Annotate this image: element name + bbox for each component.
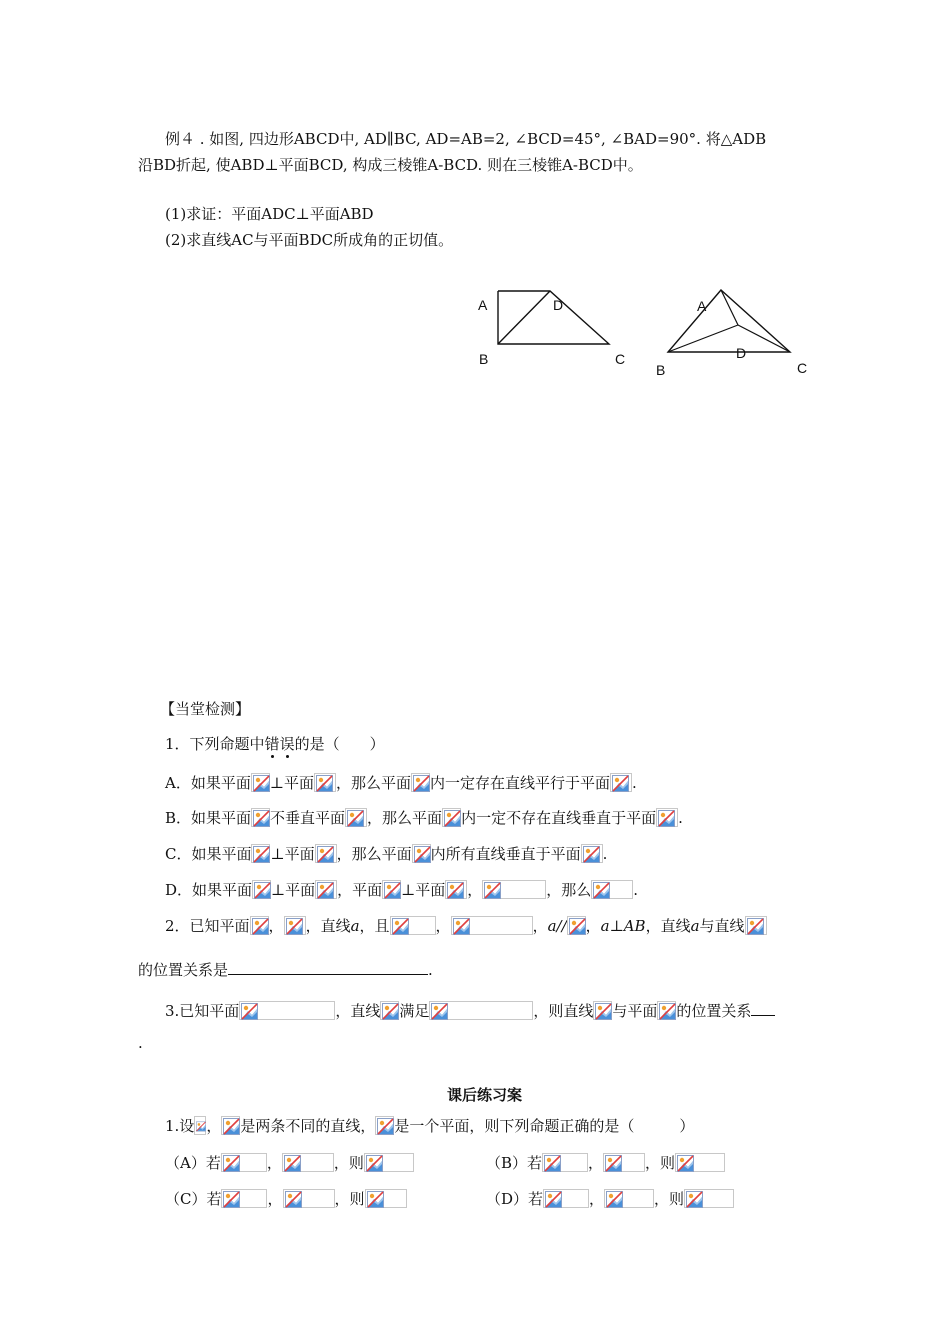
example-line-2: 沿BD折起, 使ABD⊥平面BCD, 构成三棱锥A-BCD. 则在三棱锥A-BCD中。	[138, 156, 643, 174]
formula-image-icon	[284, 916, 306, 935]
homework-question-1: 1.设 ， 是两条不同的直线， 是一个平面，则下列命题正确的是（ ）	[165, 1117, 695, 1135]
formula-image-icon	[315, 880, 337, 899]
formula-image-icon	[429, 1001, 533, 1020]
formula-image-icon	[251, 773, 270, 792]
figure2-label-d: D	[736, 345, 747, 361]
figure1-label-d: D	[553, 297, 564, 313]
formula-image-icon	[364, 1153, 414, 1172]
check-question-3-end: .	[138, 1034, 143, 1052]
figure2-label-b: B	[656, 362, 666, 378]
formula-image-icon	[252, 880, 271, 899]
formula-image-icon	[411, 773, 430, 792]
formula-image-icon	[390, 916, 436, 935]
formula-image-icon	[382, 880, 401, 899]
formula-image-icon	[451, 916, 533, 935]
formula-image-icon	[250, 916, 269, 935]
formula-image-icon	[251, 844, 270, 863]
formula-image-icon	[567, 916, 586, 935]
homework-option-a: （A）若 ， ，则	[165, 1152, 414, 1173]
example-question-1: (1)求证：平面ADC⊥平面ABD	[165, 205, 374, 223]
formula-image-icon	[282, 1153, 334, 1172]
formula-image-icon	[482, 880, 546, 899]
check-question-3: 3.已知平面 ，直线 满足 ，则直线 与平面 的位置关系	[165, 1000, 775, 1021]
formula-image-icon	[591, 880, 633, 899]
formula-image-icon	[239, 1001, 335, 1020]
formula-image-icon	[656, 808, 678, 827]
formula-image-icon	[314, 773, 336, 792]
formula-image-icon	[543, 1189, 589, 1208]
formula-image-icon	[657, 1001, 676, 1020]
formula-image-icon	[251, 808, 270, 827]
formula-image-icon	[194, 1116, 206, 1135]
formula-image-icon	[442, 808, 461, 827]
example-line-1: 例４ . 如图, 四边形ABCD中, AD∥BC, AD=AB=2, ∠BCD=45°, ∠BAD=90°. 将△ADB	[165, 130, 767, 148]
formula-image-icon	[745, 916, 767, 935]
section-check-title: 【当堂检测】	[160, 700, 251, 718]
formula-image-icon	[380, 1001, 399, 1020]
check-question-1: 1．下列命题中错误的是（ ）	[165, 735, 385, 753]
figure-quadrilateral	[470, 282, 640, 382]
formula-image-icon	[221, 1189, 267, 1208]
answer-blank[interactable]	[751, 1015, 775, 1016]
example-question-2: (2)求直线AC与平面BDC所成角的正切值。	[165, 231, 454, 249]
figure-tetrahedron	[650, 282, 820, 382]
formula-image-icon	[581, 844, 603, 863]
formula-image-icon	[365, 1189, 407, 1208]
check-option-b: B．如果平面 不垂直平面 ，那么平面 内一定不存在直线垂直于平面 .	[165, 809, 683, 827]
answer-blank[interactable]	[228, 974, 428, 975]
formula-image-icon	[412, 844, 431, 863]
formula-image-icon	[610, 773, 632, 792]
formula-image-icon	[221, 1116, 240, 1135]
formula-image-icon	[345, 808, 367, 827]
formula-image-icon	[283, 1189, 335, 1208]
check-option-a: A．如果平面 ⊥平面 ，那么平面 内一定存在直线平行于平面 .	[165, 774, 637, 792]
formula-image-icon	[593, 1001, 612, 1020]
homework-option-d: （D）若 ， ，则	[486, 1188, 734, 1209]
figure2-label-a: A	[697, 298, 707, 314]
formula-image-icon	[603, 1153, 645, 1172]
check-question-2-line-2: 的位置关系是 .	[138, 961, 433, 979]
formula-image-icon	[542, 1153, 588, 1172]
formula-image-icon	[604, 1189, 654, 1208]
check-option-d: D．如果平面 ⊥平面 ，平面 ⊥平面 ， ，那么 .	[165, 881, 639, 899]
check-question-2: 2．已知平面 ， ，直线a，且 ， ，a// ，a⊥AB，直线a与直线	[165, 915, 767, 936]
homework-option-c: （C）若 ， ，则	[165, 1188, 407, 1209]
formula-image-icon	[445, 880, 467, 899]
figure1-label-a: A	[478, 297, 488, 313]
formula-image-icon	[315, 844, 337, 863]
homework-option-b: （B）若 ， ，则	[486, 1152, 725, 1173]
formula-image-icon	[684, 1189, 734, 1208]
formula-image-icon	[375, 1116, 394, 1135]
formula-image-icon	[675, 1153, 725, 1172]
homework-title: 课后练习案	[447, 1087, 523, 1104]
formula-image-icon	[221, 1153, 267, 1172]
figure2-label-c: C	[797, 360, 808, 376]
figure1-label-b: B	[479, 351, 489, 367]
figure1-label-c: C	[615, 351, 626, 367]
check-option-c: C．如果平面 ⊥平面 ，那么平面 内所有直线垂直于平面 .	[165, 845, 608, 863]
